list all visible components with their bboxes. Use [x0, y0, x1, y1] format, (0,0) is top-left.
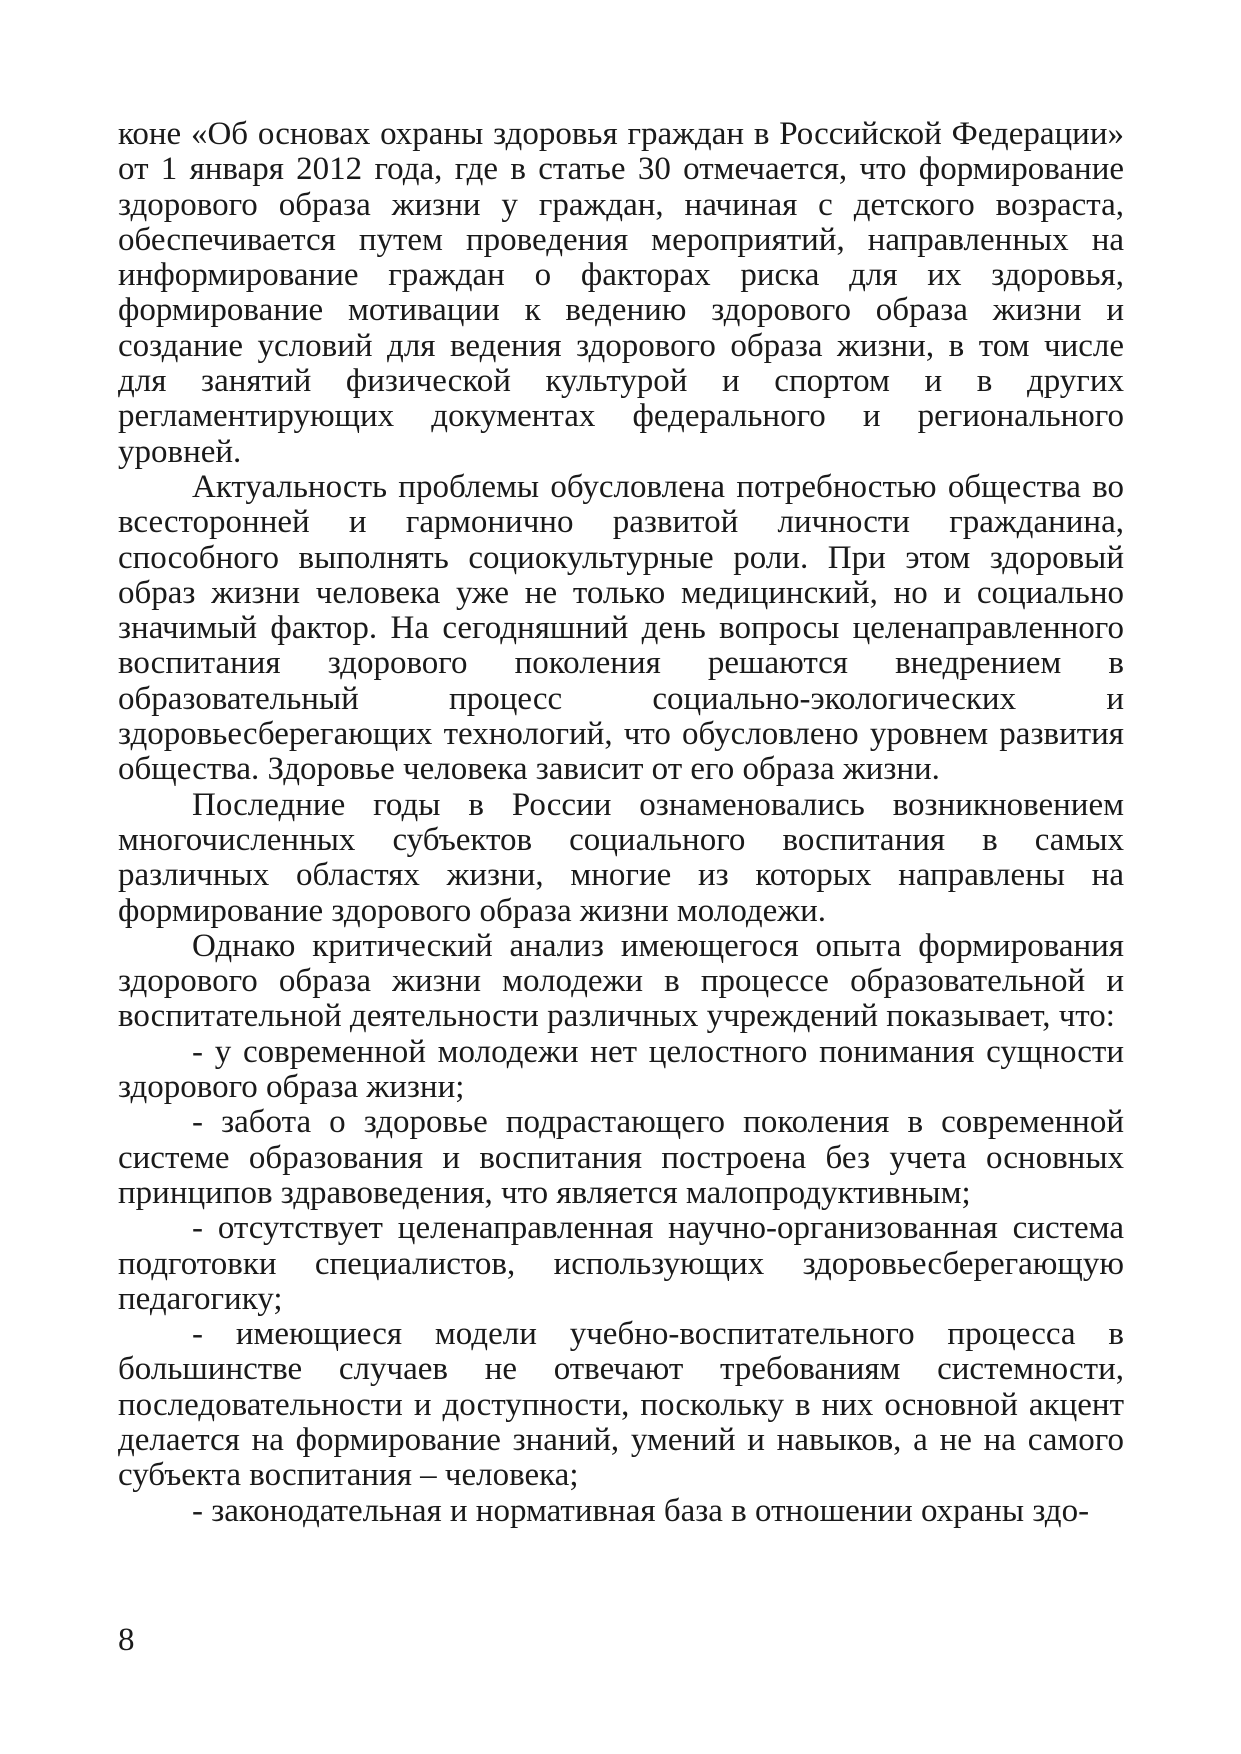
- paragraph-recent-years: Последние годы в России ознаменовались возникновением многочисленных субъектов социального воспитания в самых различных областях жизни, многие из которых направлены на формирование здорового образа жизни молодежи.: [118, 786, 1124, 929]
- paragraph-critical-analysis: Однако критический анализ имеющегося опыта формирования здорового образа жизни молодежи в процессе образовательной и воспитательной деятельности различных учреждений показывает, что:: [118, 927, 1124, 1035]
- list-item-specialist-training: - отсутствует целенаправленная научно-организованная система подготовки специалистов, использующих здоровьесберегающую педагогику;: [118, 1210, 1124, 1317]
- paragraph-continuation: коне «Об основах охраны здоровья граждан в Российской Федерации» от 1 января 2012 года, где в статье 30 отмечается, что формирование здорового образа жизни у граждан, начиная с детского возраста, обеспечивается путем проведения мероприятий, направленных на информирование граждан о факторах риска для их здоровья, формирование мотивации к ведению здорового образа жизни и создание условий для ведения здорового образа жизни, в том числе для занятий физической культурой и спортом и в других регламентирующих документах федерального и регионального уровней.: [118, 116, 1124, 470]
- list-item-health-care: - забота о здоровье подрастающего поколения в современной системе образования и воспитания построена без учета основных принципов здравоведения, что является малопродуктивным;: [118, 1104, 1124, 1211]
- body-text: [118, 117, 1124, 1529]
- list-item-holistic-understanding: - у современной молодежи нет целостного понимания сущности здорового образа жизни;: [118, 1033, 1124, 1106]
- paragraph-relevance: Актуальность проблемы обусловлена потребностью общества во всесторонней и гармонично развитой личности гражданина, способного выполнять социокультурные роли. При этом здоровый образ жизни человека уже не только медицинский, но и социально значимый фактор. На сегодняшний день вопросы целенаправленного воспитания здорового поколения решаются внедрением в образовательный процесс социально-экологических и здоровьесберегающих технологий, что обусловлено уровнем развития общества. Здоровье человека зависит от его образа жизни.: [118, 468, 1124, 788]
- page-number: 8: [118, 1622, 135, 1658]
- list-item-legislative-base: - законодательная и нормативная база в отношении охраны здо-: [192, 1492, 1090, 1529]
- list-item-educational-models: - имеющиеся модели учебно-воспитательного процесса в большинстве случаев не отвечают требованиям системности, последовательности и доступности, поскольку в них основной акцент делается на формирование знаний, умений и навыков, а не на самого субъекта воспитания – человека;: [118, 1316, 1124, 1494]
